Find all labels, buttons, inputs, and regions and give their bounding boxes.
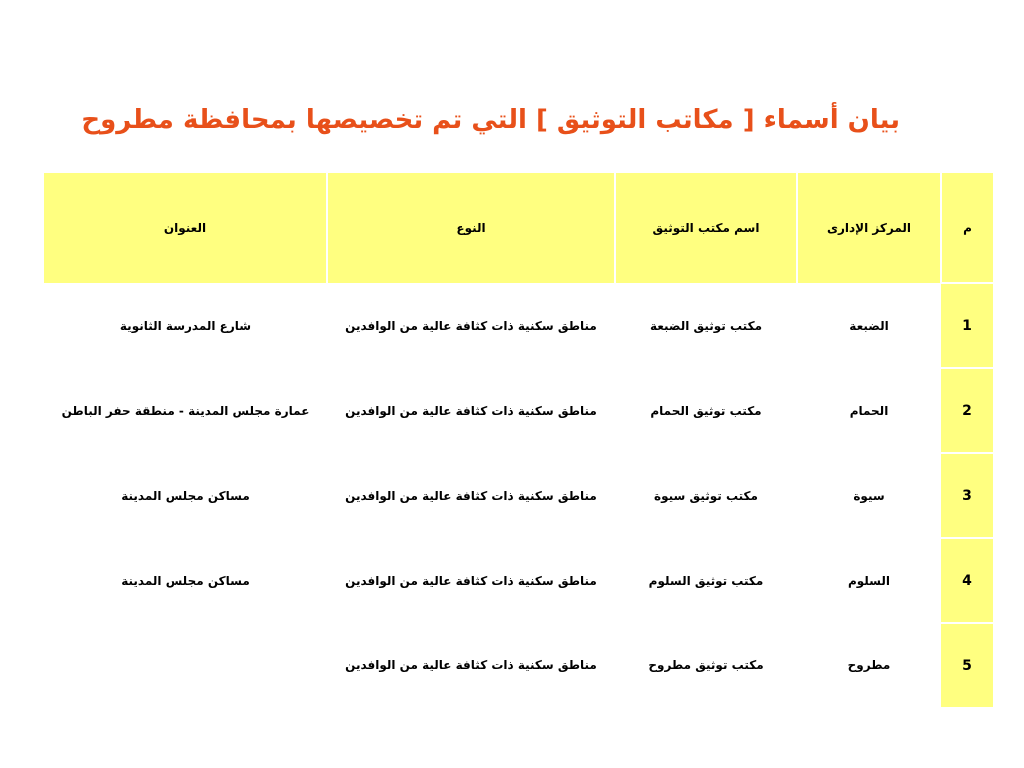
row-center: السلوم bbox=[797, 538, 941, 623]
row-type: مناطق سكنية ذات كثافة عالية من الوافدين bbox=[327, 538, 615, 623]
row-num: 1 bbox=[941, 283, 993, 368]
row-office: مكتب توثيق سيوة bbox=[615, 453, 797, 538]
row-center: مطروح bbox=[797, 623, 941, 707]
row-type: مناطق سكنية ذات كثافة عالية من الوافدين bbox=[327, 623, 615, 707]
row-office: مكتب توثيق مطروح bbox=[615, 623, 797, 707]
offices-table-container bbox=[44, 173, 993, 698]
row-office: مكتب توثيق السلوم bbox=[615, 538, 797, 623]
header-center: المركز الإدارى bbox=[797, 173, 941, 283]
table-header-row bbox=[44, 173, 993, 283]
slide-title: بيان أسماء [ مكاتب التوثيق ] التي تم تخصيصها بمحافظة مطروح bbox=[81, 105, 900, 135]
table-row bbox=[44, 283, 993, 368]
row-center: الضبعة bbox=[797, 283, 941, 368]
header-address: العنوان bbox=[44, 173, 327, 283]
row-num: 3 bbox=[941, 453, 993, 538]
row-address: شارع المدرسة الثانوية bbox=[44, 283, 327, 368]
header-office: اسم مكتب التوثيق bbox=[615, 173, 797, 283]
table-row bbox=[44, 623, 993, 707]
row-address bbox=[44, 623, 327, 707]
row-num: 4 bbox=[941, 538, 993, 623]
row-num: 2 bbox=[941, 368, 993, 453]
header-num: م bbox=[941, 173, 993, 283]
row-center: سيوة bbox=[797, 453, 941, 538]
header-type: النوع bbox=[327, 173, 615, 283]
table-row bbox=[44, 368, 993, 453]
row-office: مكتب توثيق الحمام bbox=[615, 368, 797, 453]
row-num: 5 bbox=[941, 623, 993, 707]
table-row bbox=[44, 538, 993, 623]
offices-table bbox=[44, 173, 993, 707]
row-address: مساكن مجلس المدينة bbox=[44, 453, 327, 538]
row-type: مناطق سكنية ذات كثافة عالية من الوافدين bbox=[327, 453, 615, 538]
row-office: مكتب توثيق الضبعة bbox=[615, 283, 797, 368]
row-address: مساكن مجلس المدينة bbox=[44, 538, 327, 623]
table-row bbox=[44, 453, 993, 538]
row-center: الحمام bbox=[797, 368, 941, 453]
row-type: مناطق سكنية ذات كثافة عالية من الوافدين bbox=[327, 283, 615, 368]
row-type: مناطق سكنية ذات كثافة عالية من الوافدين bbox=[327, 368, 615, 453]
row-address: عمارة مجلس المدينة - منطقة حفر الباطن bbox=[44, 368, 327, 453]
